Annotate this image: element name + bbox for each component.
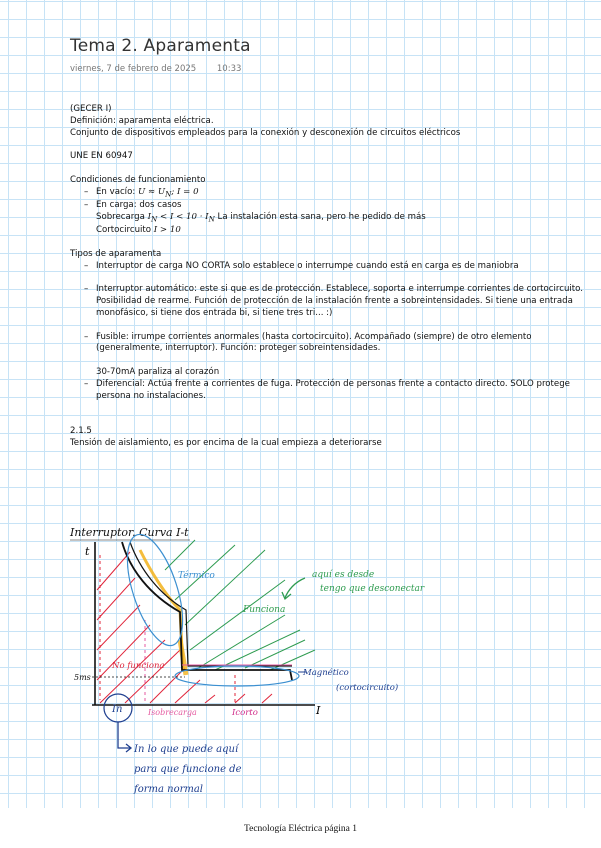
- page-meta: [70, 64, 241, 74]
- cortocircuito-line: Cortocircuito I > 10: [96, 225, 181, 236]
- list-item: – Fusible: irrumpe corrientes anormales (hasta cortocircuito). Acompañado (siempre) de otro elemento (generalmente, interruptor). Función: proteger sobreintensidades.: [70, 332, 598, 356]
- label-in: In: [112, 704, 123, 715]
- label-funciona: Funciona: [243, 605, 286, 615]
- list-item: – Diferencial: Actúa frente a corrientes de fuga. Protección de personas frente a contacto directo. SOLO protege persona no instalaciones.: [70, 379, 598, 403]
- section-number: 2.1.5: [70, 425, 92, 436]
- note-aqui-2: tengo que desconectar: [320, 584, 425, 594]
- note-paraliza: 30-70mA paraliza al corazón: [96, 366, 220, 377]
- list-item: – En vacío: $U \approx U_N$; I = 0: [70, 187, 598, 201]
- note-definicion: Definición: aparamenta eléctrica.: [70, 115, 214, 126]
- sobrecarga-line: Sobrecarga $I_N < I < 10 \cdot I_N$ La instalación esta sana, pero he pedido de más: [96, 211, 426, 224]
- tipos-heading: Tipos de aparamenta: [70, 249, 162, 259]
- condiciones-list: [70, 187, 598, 212]
- tipos-list: [70, 261, 598, 273]
- condiciones-heading: Condiciones de funcionamiento: [70, 174, 206, 185]
- label-cortocircuito: (cortocircuito): [336, 683, 399, 693]
- label-termico: Térmico: [178, 571, 215, 581]
- notes-body: [70, 104, 598, 450]
- math-vacio: $U \approx U_N$; I = 0: [137, 186, 199, 199]
- note-tension: Tensión de aislamiento, es por encima de la cual empieza a deteriorarse: [70, 437, 382, 448]
- note-gecer: (GECER I): [70, 104, 112, 114]
- green-arrow: [285, 578, 305, 598]
- list-item: – Interruptor de carga NO CORTA solo establece o interrumpe cuando está en carga es de maniobra: [70, 261, 598, 273]
- trip-curve-2: [130, 542, 292, 666]
- navy-arrow: [118, 722, 130, 748]
- page-time: 10:33: [216, 64, 242, 74]
- list-item: – En carga: dos casos: [70, 200, 598, 212]
- label-icorto: Icorto: [232, 708, 258, 718]
- page-date: viernes, 7 de febrero de 2025: [70, 64, 197, 74]
- label-5ms: 5ms: [74, 673, 91, 682]
- note-conjunto: Conjunto de dispositivos empleados para la conexión y desconexión de circuitos eléctricos: [70, 127, 461, 138]
- sketch-title: Interruptor. Curva I-t: [70, 526, 189, 539]
- page-title: Tema 2. Aparamenta: [70, 36, 251, 56]
- curve-sketch: [0, 500, 601, 810]
- list-item: – Interruptor automático: este si que es de protección. Establece, soporta e interrumpe corrientes de cortocircuito. Posibilidad de rearme. Función de protección de la instalación frente a sobreintensidades. Si tiene una entrada monofásico, si tiene dos entrada bi, si tiene tres tri... :): [70, 284, 598, 319]
- magnetico-region: [175, 666, 299, 686]
- axis-i-label: I: [316, 704, 321, 717]
- note-norma: UNE EN 60947: [70, 151, 133, 162]
- note-aqui-1: aquí es desde: [312, 570, 375, 580]
- label-no-funciona: No funciona: [112, 661, 165, 671]
- page-footer: Tecnología Eléctrica página 1: [243, 824, 358, 834]
- note-in-3: forma normal: [134, 784, 204, 795]
- note-in-2: para que funcione de: [134, 764, 242, 775]
- label-magnetico: Magnético: [303, 668, 349, 678]
- label-isobrecarga: Isobrecarga: [148, 708, 197, 717]
- axis-t-label: t: [85, 545, 90, 558]
- note-in-1: In lo que puede aquí: [134, 744, 239, 755]
